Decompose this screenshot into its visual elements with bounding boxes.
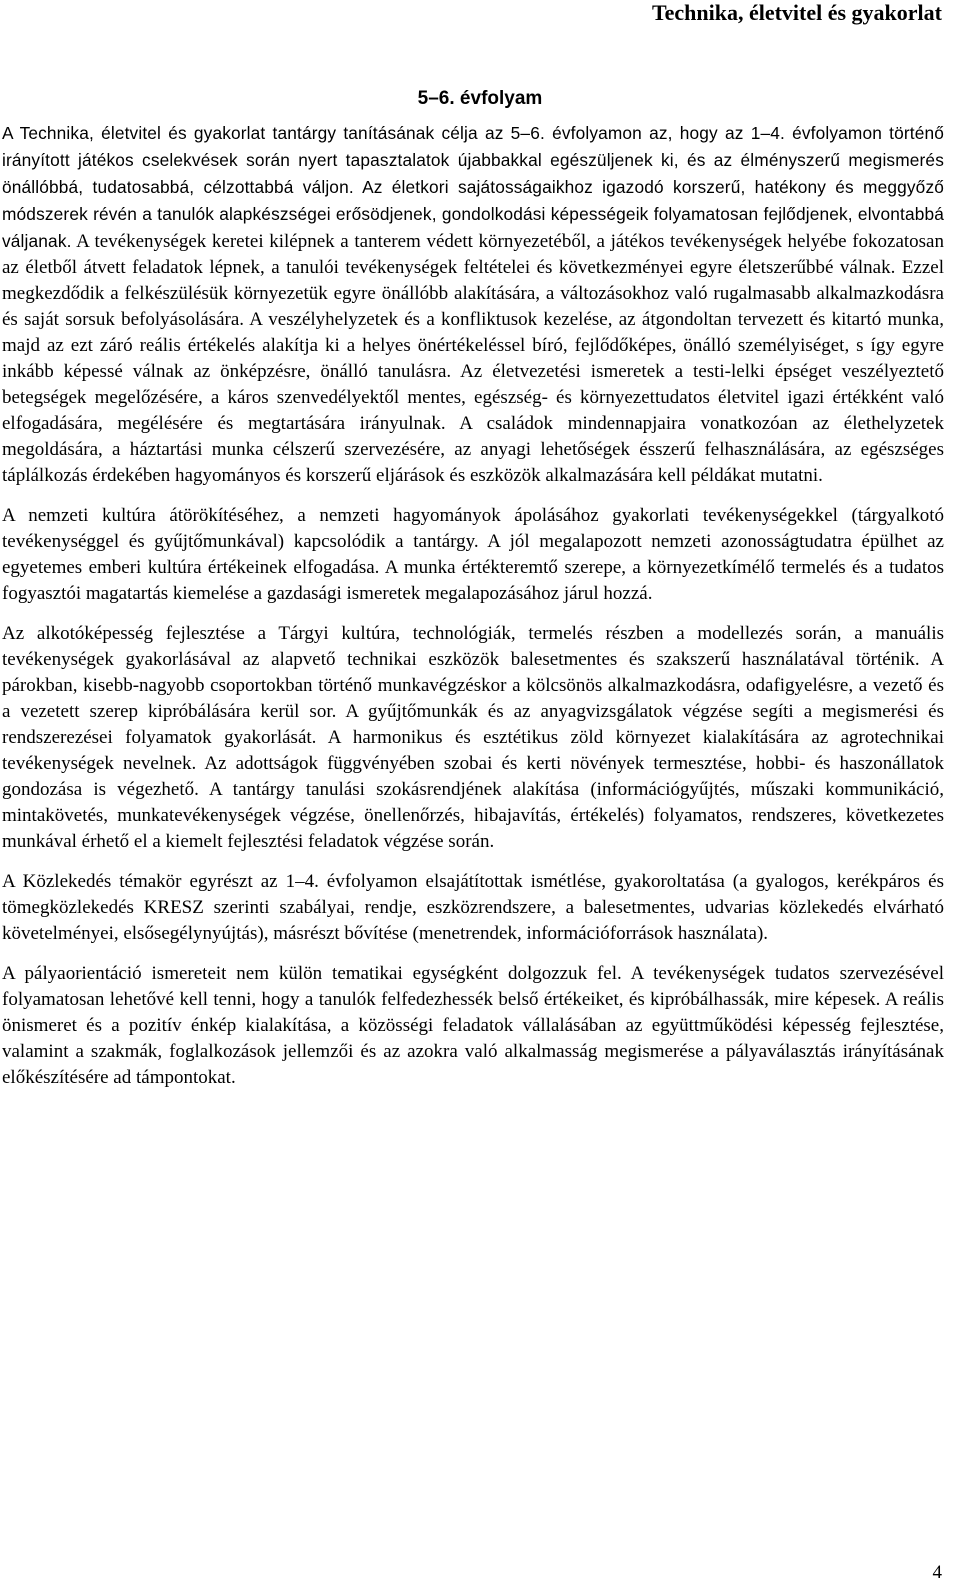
document-body [2,120,944,1105]
running-header: Technika, életvitel és gyakorlat [651,0,942,25]
paragraph-goals [2,120,944,489]
paragraph-goals-sans-text: A Technika, életvitel és gyakorlat tantárgy tanításának célja az 5–6. évfolyamon az, hogy az 1–4. évfolyamon történő irányított játékos cselekvések során nyert tapasztalatok újabbakkal egészüljenek ki, és az élményszerű megismerés önállóbbá, tudatosabbá, célzottabbá váljon. Az életkori sajátosságaikhoz igazodó korszerű, hatékony és meggyőző módszerek révén a tanulók alapkészségei erősödjenek, gondolkodási képességeik folyamatosan fejlődjenek, elvontabbá váljanak. [2,123,944,251]
page-number: 4 [932,1562,942,1583]
paragraph-goals-serif-text: A tevékenységek keretei kilépnek a tanterem védett környezetéből, a játékos tevékenységek helyébe fokozatosan az életből átvett feladatok lépnek, a tanulói tevékenységek feltételei és következményei egyre életszerűbbé válnak. Ezzel megkezdődik a felkészülésük környezetük egyre önállóbb alakítására, a változásokhoz való rugalmasabb alkalmazkodásra és saját sorsuk befolyásolására. A veszélyhelyzetek és a konfliktusok kezelése, az átgondoltan tervezett és kitartó munka, majd az ezt záró reális értékelés alakítja ki a helyes önértékeléssel bíró, fejlődőképes, önálló személyiséget, s így egyre inkább képessé válnak az önképzésre, önálló tanulásra. Az életvezetési ismeretek a testi-lelki épséget veszélyeztető betegségek megelőzésére, a káros szenvedélyektől mentes, egészség- és környezettudatos életvitel igazi értékként való elfogadására, megélésére és megtartására irányulnak. A családok mindennapjaira vonatkozóan az élethelyzetek megoldására, a háztartási munka célszerű szervezésére, az anyagi lehetőségek ésszerű felhasználására, az egészséges táplálkozás érdekében hagyományos és korszerű eljárások és eszközök alkalmazására kell példákat mutatni. [2,231,944,486]
section-title: 5–6. évfolyam [417,88,543,109]
paragraph-career-orientation: A pályaorientáció ismereteit nem külön tematikai egységként dolgozzuk fel. A tevékenységek tudatos szervezésével folyamatosan lehetővé kell tenni, hogy a tanulók felfedezhessék belső értékeiket, és kipróbálhassák, mire képesek. A reális önismeret és a pozitív énkép kialakítása, a közösségi feladatok vállalásában az együttműködési képesség fejlesztése, valamint a szakmák, foglalkozások jellemzői és az azokra való alkalmasság megismerése a pályaválasztás irányításának előkészítésére ad támpontokat. [2,963,944,1088]
paragraph-transport: A Közlekedés témakör egyrészt az 1–4. évfolyamon elsajátítottak ismétlése, gyakoroltatása (a gyalogos, kerékpáros és tömegközlekedés KRESZ szerinti szabályai, rendje, eszközrendszere, a balesetmentes, udvarias közlekedés elvárható követelményei, elsősegélynyújtás), másrészt bővítése (menetrendek, információforrások használata). [2,871,944,944]
paragraph-creativity: Az alkotóképesség fejlesztése a Tárgyi kultúra, technológiák, termelés részben a modellezés során, a manuális tevékenységek gyakorlásával az alapvető technikai eszközök balesetmentes és szakszerű használatával történik. A párokban, kisebb-nagyobb csoportokban történő munkavégzéskor a kölcsönös alkalmazkodásra, odafigyelésre, a vezető és a vezetett szerep kipróbálására kerül sor. A gyűjtőmunkák és az anyagvizsgálatok végzése segíti a megismerési és rendszerezései folyamatok gyakorlását. A harmonikus és esztétikus zöld környezet kialakítására az agrotechnikai tevékenységek nevelnek. Az adottságok függvényében szobai és kerti növények termesztése, hobbi- és haszonállatok gondozása is végezhető. A tantárgy tanulási szokásrendjének alakítása (információgyűjtés, műszaki kommunikáció, mintakövetés, munkatevékenységek végzése, önellenőrzés, hibajavítás, értékelés) folyamatos, rendszeres, következetes munkával érhető el a kiemelt fejlesztési feladatok végzése során. [2,623,944,852]
paragraph-national-culture: A nemzeti kultúra átörökítéséhez, a nemzeti hagyományok ápolásához gyakorlati tevékenységekkel (tárgyalkotó tevékenységgel és gyűjtőmunkával) kapcsolódik a tantárgy. A jól megalapozott nemzeti azonosságtudatra épülhet az egyetemes emberi kultúra értékeinek elfogadása. A munka értékteremtő szerepe, a környezetkímélő termelés és a tudatos fogyasztói magatartás kiemelése a gazdasági ismeretek megalapozásához járul hozzá. [2,505,944,604]
